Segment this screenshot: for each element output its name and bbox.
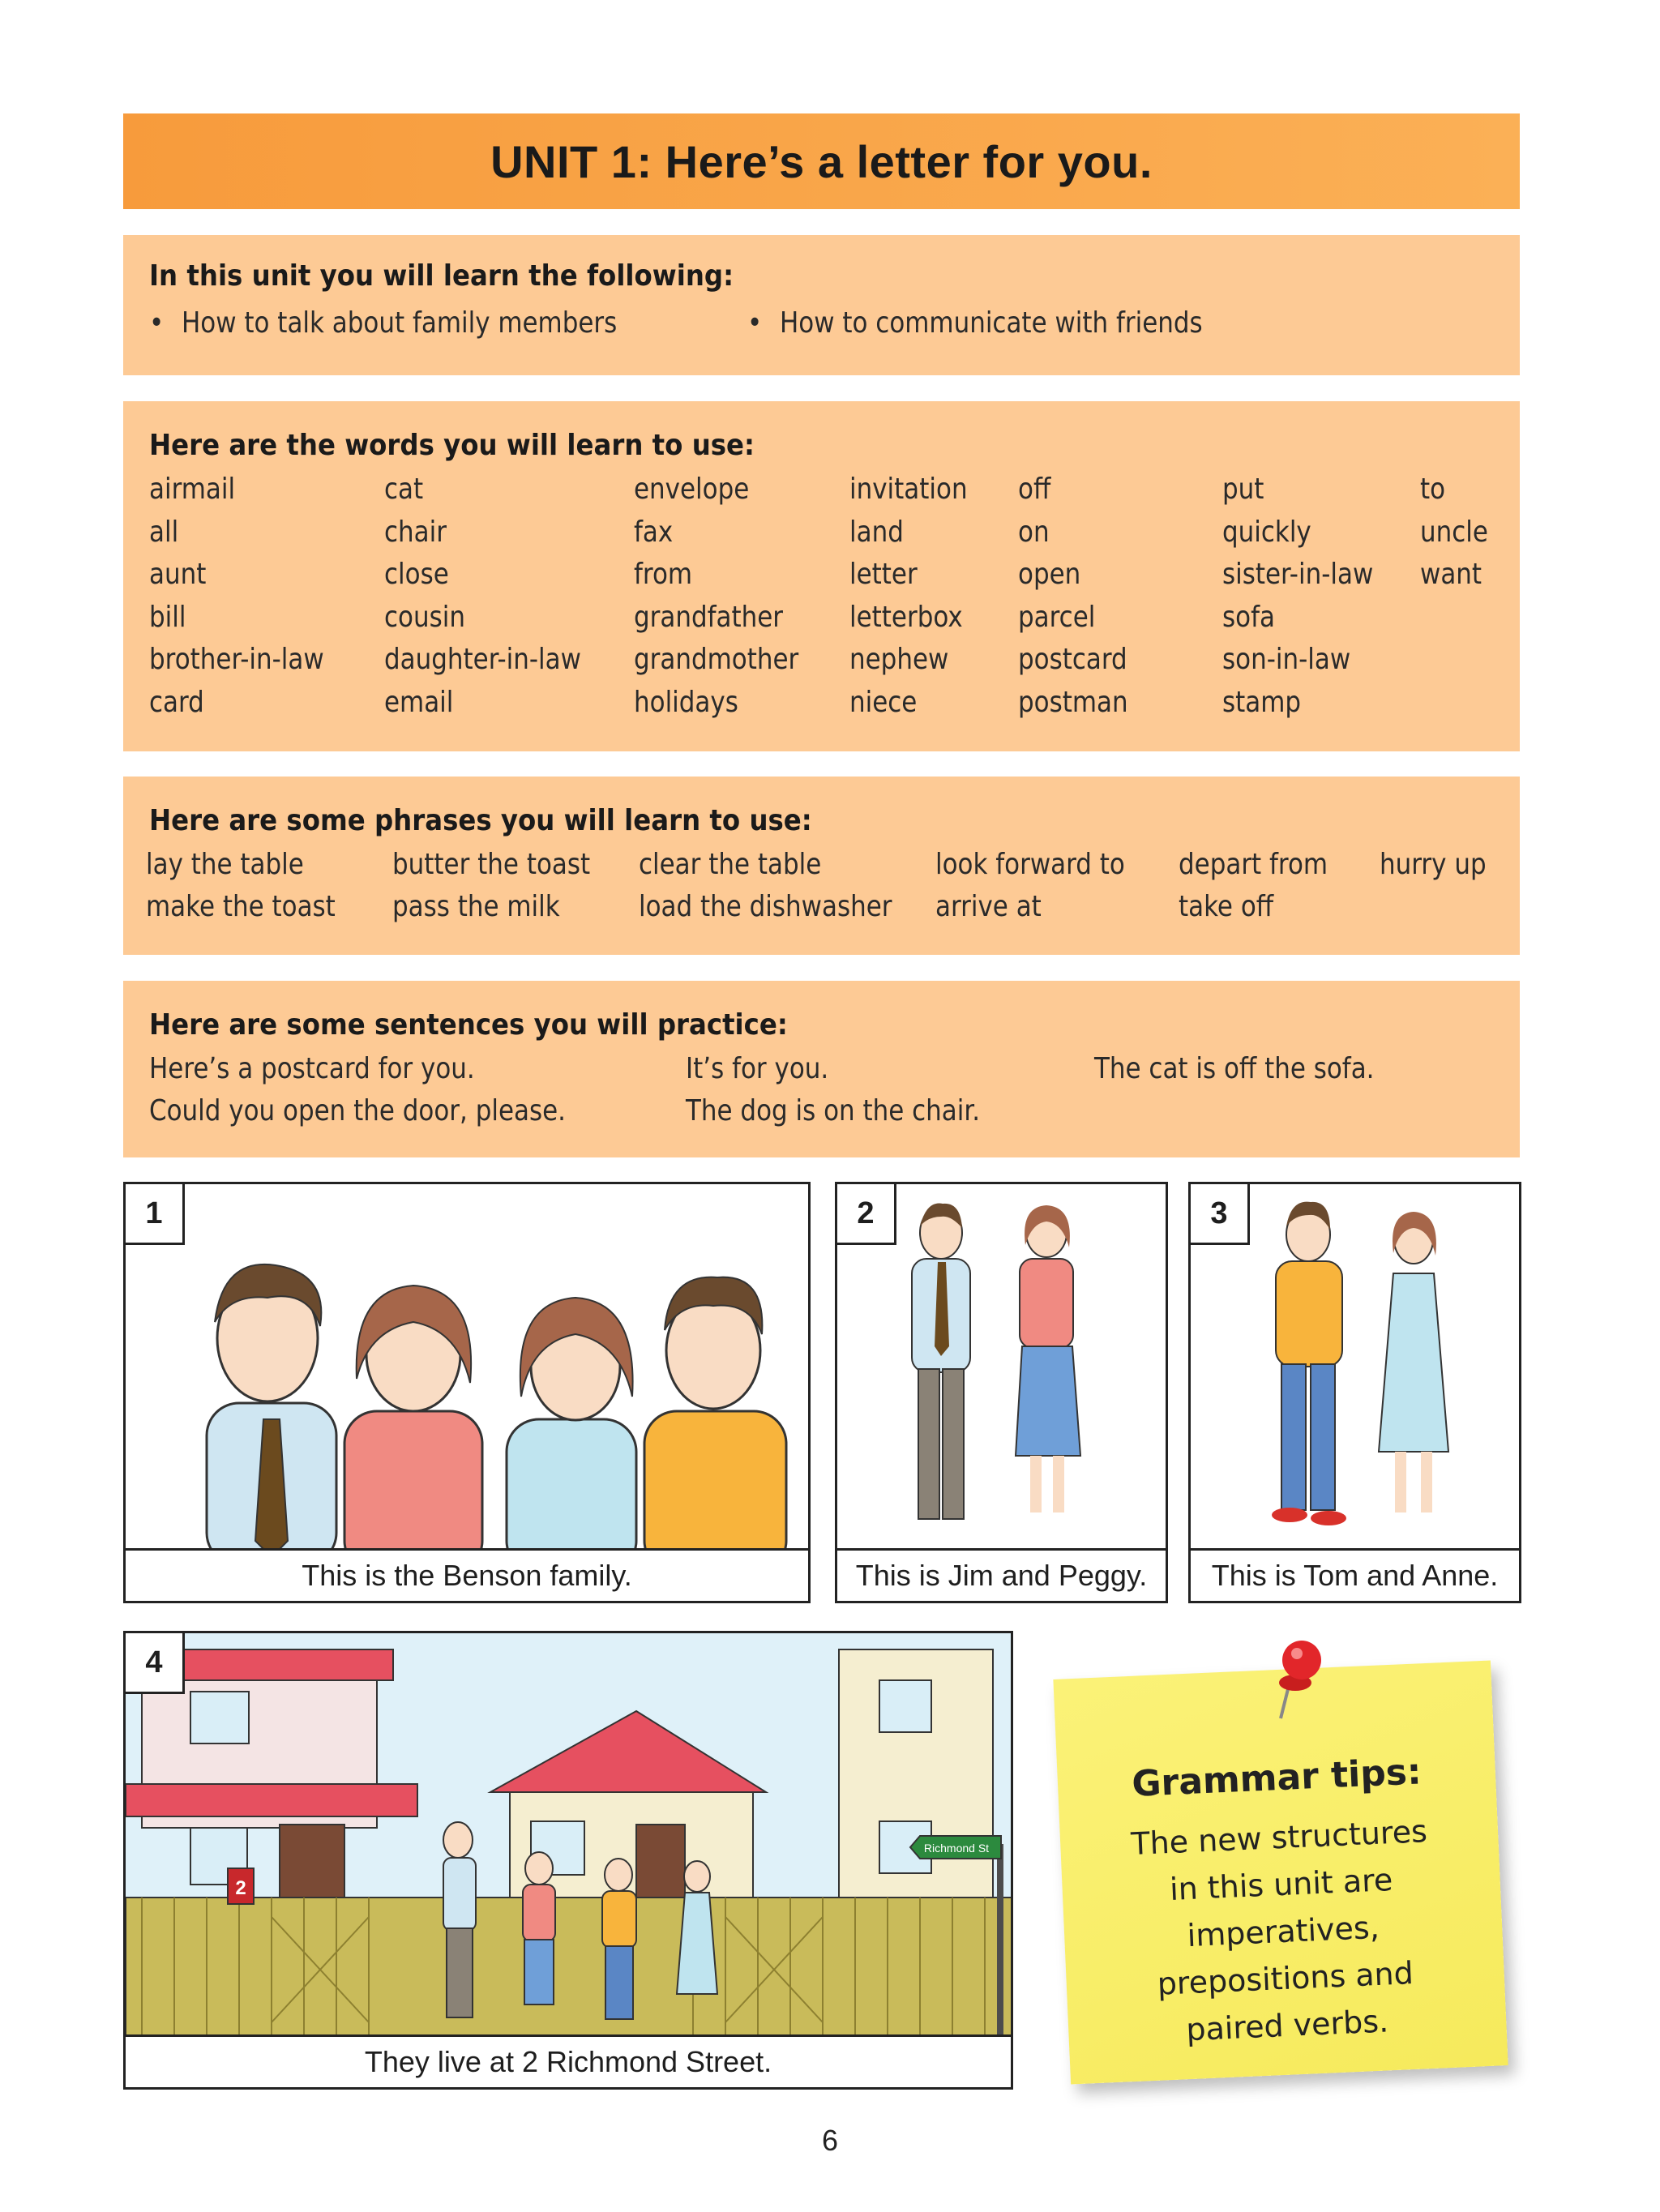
words-panel [123,401,1520,751]
learn-bullet: • [149,306,165,340]
word-item: airmail [149,473,236,506]
grammar-tips-note [1046,1637,1524,2107]
words-heading: Here are the words you will learn to use: [149,429,755,462]
pushpin-icon [1264,1637,1329,1726]
word-item: envelope [634,473,750,506]
phrases-panel [123,777,1520,955]
word-item: postman [1018,685,1128,719]
benson-family-illustration [126,1184,811,1553]
word-item: want [1420,558,1482,591]
sentence-item: Could you open the door, please. [149,1094,567,1127]
house-number: 2 [235,1877,246,1899]
picture-caption: This is Jim and Peggy. [837,1548,1166,1601]
unit-title: UNIT 1: Here’s a letter for you. [490,135,1153,187]
sentences-panel [123,981,1520,1157]
word-item: fax [634,515,674,549]
word-item: parcel [1018,600,1096,634]
picture-4-frame [123,1631,1013,2090]
word-item: email [384,685,454,719]
word-item: sister-in-law [1222,558,1374,591]
learn-item: How to talk about family members [182,306,618,340]
word-item: chair [384,515,447,549]
word-item: bill [149,600,186,634]
word-item: to [1420,473,1446,506]
page-number: 6 [821,2124,839,2157]
word-item: land [849,515,904,549]
phrase-item: hurry up [1380,848,1487,881]
phrase-item: pass the milk [392,890,560,923]
word-item: daughter-in-law [384,643,581,676]
phrase-item: look forward to [935,848,1125,881]
word-item: holidays [634,685,738,719]
phrase-item: lay the table [146,848,304,881]
word-item: grandmother [634,643,799,676]
word-item: nephew [849,643,949,676]
picture-number: 2 [837,1184,896,1245]
word-item: stamp [1222,685,1302,719]
picture-1-frame [123,1182,811,1603]
grammar-tips-body: The new structures in this unit are imperatives, prepositions and paired verbs. [1130,1813,1428,2048]
learn-item: How to communicate with friends [780,306,1203,340]
word-item: aunt [149,558,207,591]
word-item: cousin [384,600,465,634]
learn-heading: In this unit you will learn the following: [149,259,734,293]
phrase-item: arrive at [935,890,1042,923]
picture-number: 3 [1191,1184,1250,1245]
word-item: postcard [1018,643,1127,676]
phrase-item: make the toast [146,890,336,923]
richmond-street-illustration [126,1633,1013,2040]
phrase-item: take off [1179,890,1274,923]
word-item: sofa [1222,600,1275,634]
unit-title-bar [123,113,1520,209]
learn-bullet: • [747,306,763,340]
phrase-item: depart from [1179,848,1328,881]
word-item: close [384,558,449,591]
word-item: all [149,515,179,549]
sentence-item: It’s for you. [686,1052,829,1085]
word-item: quickly [1222,515,1311,549]
word-item: letterbox [849,600,963,634]
grammar-tips-title: Grammar tips: [1131,1751,1423,1805]
sentences-heading: Here are some sentences you will practice: [149,1008,788,1042]
word-item: uncle [1420,515,1488,549]
picture-caption: They live at 2 Richmond Street. [126,2034,1011,2087]
sentence-item: The cat is off the sofa. [1094,1052,1375,1085]
word-item: grandfather [634,600,784,634]
street-sign: Richmond St [923,1842,990,1855]
sentence-item: The dog is on the chair. [686,1094,981,1127]
word-item: card [149,685,204,719]
word-item: off [1018,473,1051,506]
word-item: cat [384,473,424,506]
word-item: invitation [849,473,968,506]
phrases-heading: Here are some phrases you will learn to use: [149,804,812,837]
picture-number: 4 [126,1633,185,1694]
phrase-item: clear the table [639,848,822,881]
learn-panel [123,235,1520,375]
phrase-item: butter the toast [392,848,591,881]
picture-3-frame [1188,1182,1521,1603]
word-item: put [1222,473,1264,506]
picture-caption: This is Tom and Anne. [1191,1548,1519,1601]
word-item: open [1018,558,1081,591]
picture-caption: This is the Benson family. [126,1548,808,1601]
word-item: on [1018,515,1050,549]
word-item: letter [849,558,918,591]
phrase-item: load the dishwasher [639,890,892,923]
word-item: son-in-law [1222,643,1351,676]
picture-2-frame [835,1182,1168,1603]
picture-number: 1 [126,1184,185,1245]
word-item: from [634,558,693,591]
word-item: brother-in-law [149,643,324,676]
sentence-item: Here’s a postcard for you. [149,1052,475,1085]
word-item: niece [849,685,918,719]
